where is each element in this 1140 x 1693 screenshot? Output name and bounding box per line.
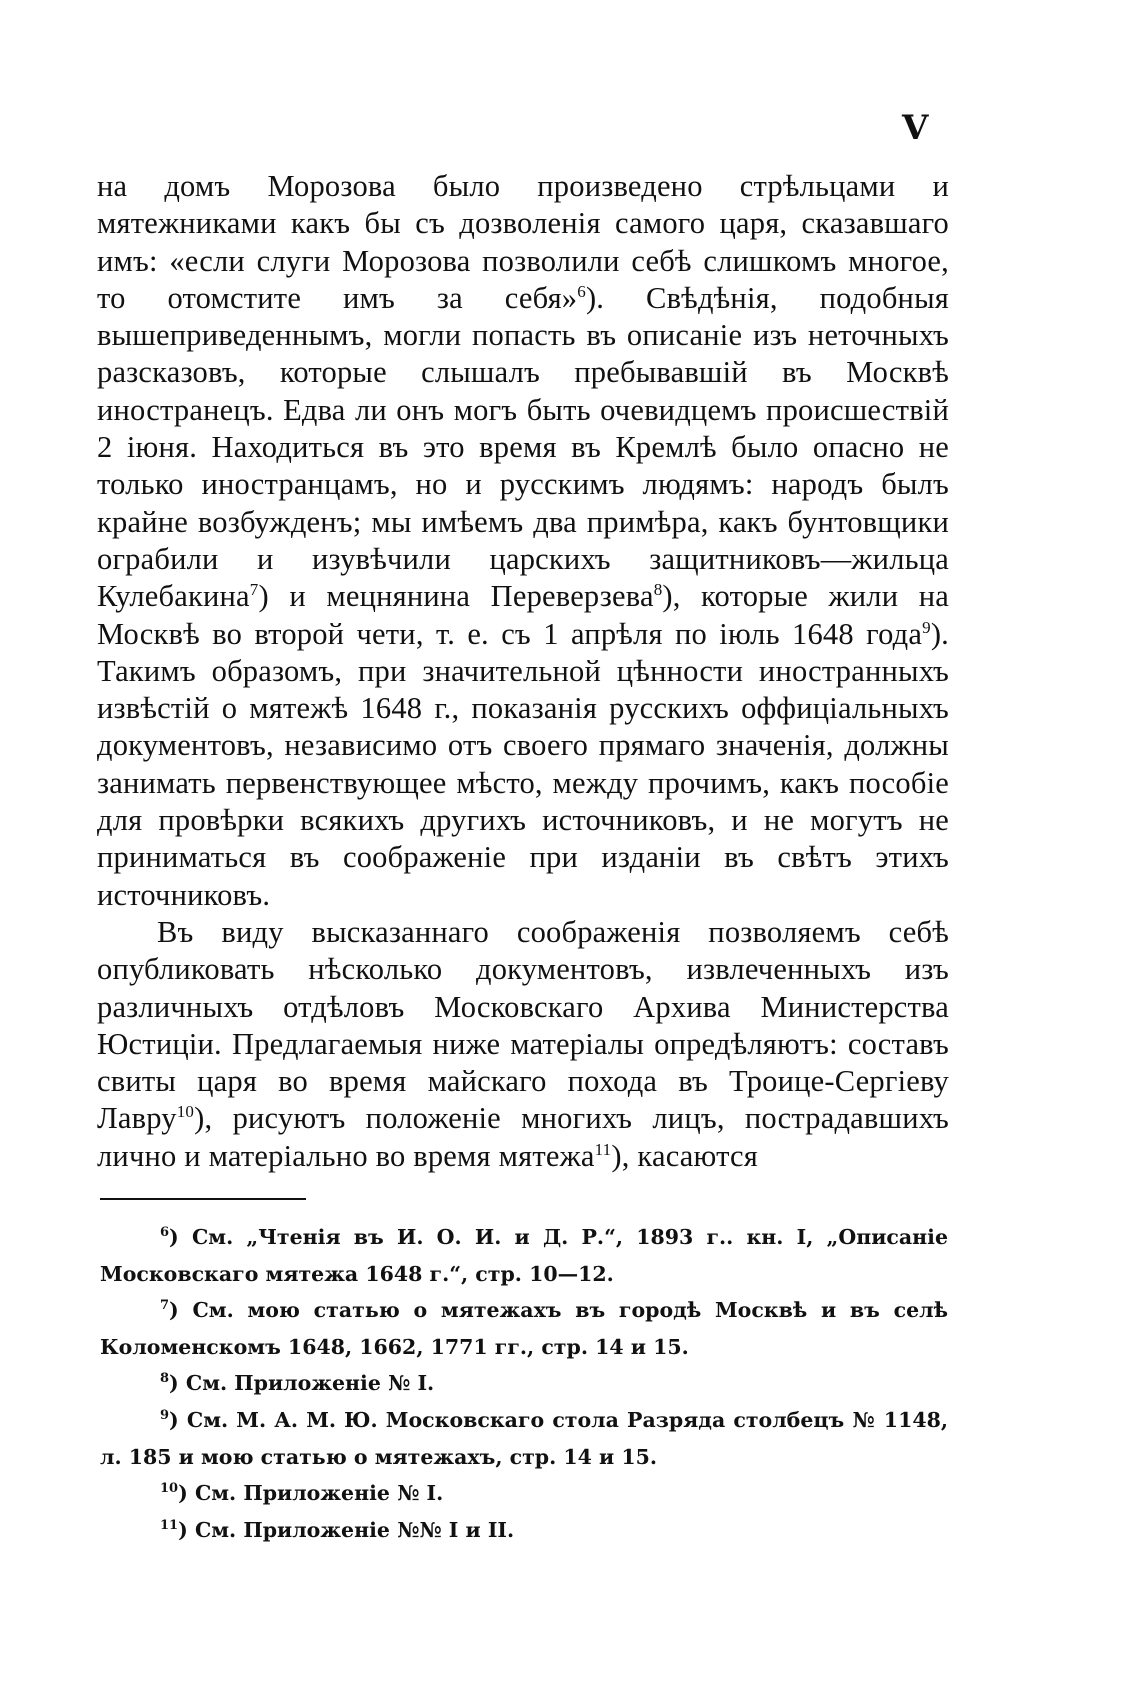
paragraph bbox=[97, 914, 949, 1175]
footnote-text: См. „Чтенія въ И. О. И. и Д. Р.“, 1893 г.. кн. I, „Описаніе Московскаго мятежа 1648 г.“, стр. 10—12. bbox=[100, 1225, 949, 1286]
footnote-text: См. М. А. М. Ю. Московскаго стола Разряда столбецъ № 1148, л. 185 и мою статью о мятежахъ, стр. 14 и 15. bbox=[100, 1407, 948, 1469]
text-run: ), рисуютъ положеніе многихъ лицъ, пострадавшихъ лично и матеріально во время мятежа bbox=[97, 1101, 949, 1173]
footnote-reference: 6 bbox=[577, 281, 586, 301]
footnote-mark: 8 bbox=[160, 1371, 170, 1387]
footnote: $^{10}$) См. Приложеніе № I. bbox=[160, 1481, 444, 1506]
footnote: $^9$) См. М. А. М. Ю. Московскаго стола Разряда столбецъ № 1148, л. 185 и мою статью о мятежахъ, стр. 14 и 15. bbox=[100, 1407, 948, 1469]
footnote-text: См. Приложеніе № I. bbox=[194, 1481, 444, 1506]
footnote: $^{11}$) См. Приложеніе №№ I и II. bbox=[160, 1517, 515, 1542]
page-number: V bbox=[902, 108, 929, 148]
footnote-reference: 9 bbox=[922, 617, 931, 637]
main-text bbox=[97, 168, 949, 1175]
footnote: $^6$) См. „Чтенія въ И. О. И. и Д. Р.“, 1893 г.. кн. I, „Описаніе Московскаго мятежа 1648 г.“, стр. 10—12. bbox=[100, 1225, 949, 1286]
footnote-mark: 6 bbox=[160, 1225, 170, 1241]
footnote-mark: 10 bbox=[160, 1481, 179, 1497]
footnote-mark: 11 bbox=[160, 1517, 179, 1533]
text-run: Въ виду высказаннаго соображенія позволяемъ себѣ опубликовать нѣсколько документовъ, извлеченныхъ изъ различныхъ отдѣловъ Московскаго Архива Министерства Юстиціи. Предлагаемыя ниже матеріалы опредѣляютъ: составъ свиты царя во время майскаго похода въ Троице-Сергіеву Лавру bbox=[97, 914, 949, 1136]
text-run: ), которые жили на Москвѣ во второй чети, т. е. съ 1 апрѣля по іюль 1648 года bbox=[97, 579, 949, 651]
footnote-reference: 8 bbox=[653, 580, 663, 600]
footnote-text: См. мою статью о мятежахъ въ городѣ Москвѣ и въ селѣ Коломенскомъ 1648, 1662, 1771 гг., стр. 14 и 15. bbox=[100, 1298, 948, 1359]
footnote-text: См. Приложеніе № I. bbox=[185, 1371, 435, 1396]
footnote-separator-rule bbox=[100, 1198, 306, 1200]
footnote-reference: 11 bbox=[594, 1139, 612, 1159]
text-run: ) и мецнянина Переверзева bbox=[258, 579, 654, 614]
footnote-reference: 10 bbox=[176, 1102, 195, 1122]
footnote-text: См. Приложеніе №№ I и II. bbox=[194, 1517, 515, 1542]
text-run: ), касаются bbox=[611, 1138, 758, 1173]
footnote-mark: 9 bbox=[160, 1408, 170, 1424]
footnote: $^7$) См. мою статью о мятежахъ въ городѣ Москвѣ и въ селѣ Коломенскомъ 1648, 1662, 1771 гг., стр. 14 и 15. bbox=[100, 1298, 948, 1359]
text-run: на домъ Морозова было произведено стрѣльцами и мятежниками какъ бы съ дозволенія самого царя, сказавшаго имъ: «если слуги Морозова позволили себѣ слишкомъ многое, то отомстите имъ за себя» bbox=[97, 169, 949, 315]
footnotes bbox=[100, 1219, 948, 1548]
footnote-mark: 7 bbox=[160, 1298, 170, 1314]
text-run: ). Свѣдѣнія, подобныя вышеприведеннымъ, могли попасть въ описаніе изъ неточныхъ разсказовъ, которые слышалъ пребывавшій въ Москвѣ иностранецъ. Едва ли онъ могъ быть очевидцемъ происшествій 2 іюня. Находиться въ это время въ Кремлѣ было опасно не только иностранцамъ, но и русскимъ людямъ: народъ былъ крайне возбужденъ; мы имѣемъ два примѣра, какъ бунтовщики ограбили и изувѣчили царскихъ защитниковъ—жильца Кулебакина bbox=[97, 280, 949, 614]
footnote-reference: 7 bbox=[249, 580, 259, 600]
paragraph bbox=[97, 168, 949, 914]
footnote: $^8$) См. Приложеніе № I. bbox=[160, 1371, 435, 1396]
text-run: ). Такимъ образомъ, при значительной цѣнности иностранныхъ извѣстій о мятежѣ 1648 г., показанія русскихъ оффиціальныхъ документовъ, независимо отъ своего прямаго значенія, должны занимать первенствующее мѣсто, между прочимъ, какъ пособіе для провѣрки всякихъ другихъ источниковъ, и не могутъ не приниматься въ соображеніе при изданіи въ свѣтъ этихъ источниковъ. bbox=[97, 616, 949, 912]
